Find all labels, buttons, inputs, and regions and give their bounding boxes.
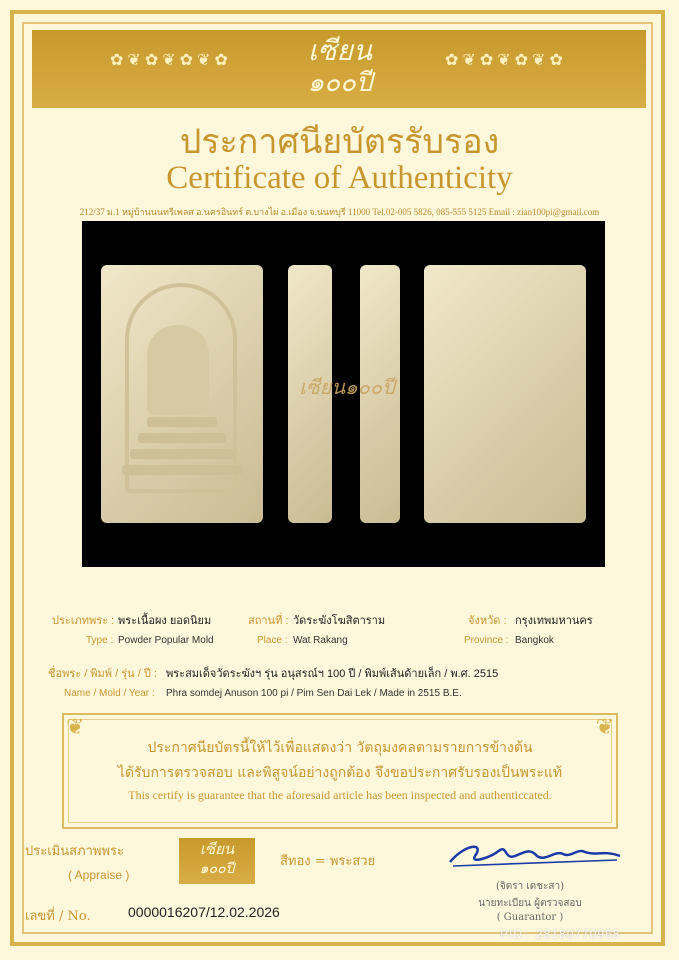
province-value-thai: กรุงเทพมหานคร [515, 615, 593, 627]
grade-text: สีทอง = พระสวย [280, 854, 376, 869]
contact-address: 212/37 ม.1 หมู่บ้านนนทรีเพลส อ.นครอินทร์ ต.บางไผ่ อ.เมือง จ.นนทบุรี 11000 Tel.02-005 5826, 085-555 5125 Email : zian100pi@gmail.com [79, 207, 600, 217]
logo-line1: เซียน [307, 34, 373, 67]
statement-line3: This certify is guarantee that the aforesaid article has been inspected and authenticcated. [128, 788, 552, 802]
statement-line1: ประกาศนียบัตรนี้ให้ไว้เพื่อแสดงว่า วัตถุมงคลตามรายการข้างต้น [147, 740, 533, 756]
corner-ornament-icon: ❦ [66, 715, 85, 740]
province-value-english: Bangkok [515, 635, 554, 646]
brand-logo [260, 34, 420, 104]
vine-ornament-right: ✿❦✿❦✿❦✿ [445, 50, 567, 69]
type-label-thai: ประเภทพระ : [52, 615, 115, 627]
logo-line2: ๑๐๐ปี [307, 68, 373, 98]
name-label-thai: ชื่อพระ / พิมพ์ / รุ่น / ปี : [48, 668, 157, 680]
province-label-thai: จังหวัด : [468, 615, 507, 627]
corner-ornament-icon: ❦ [595, 715, 614, 740]
place-label-english: Place : [257, 635, 288, 646]
photo-watermark: เซียน๑๐๐ปี [299, 375, 395, 399]
place-label-thai: สถานที่ : [248, 615, 289, 627]
pid-overlay: PID：28180770968 [500, 927, 621, 941]
base-step [130, 449, 234, 459]
appraise-label-english: ( Appraise ) [68, 868, 130, 882]
base-step [147, 417, 217, 427]
amulet-back-view [424, 265, 586, 523]
base-step [138, 433, 226, 443]
amulet-photo [82, 221, 605, 567]
certificate-number-value: 0000016207/12.02.2026 [128, 904, 280, 920]
type-value-english: Powder Popular Mold [118, 635, 214, 646]
grade-badge [179, 838, 255, 884]
authenticity-statement-box [62, 713, 618, 829]
certificate-number-label: เลขที่ / No. [25, 909, 91, 924]
badge-line1: เซียน [199, 840, 235, 858]
appraise-label-thai: ประเมินสภาพพระ [25, 844, 125, 859]
guarantor-role: นายทะเบียน ผู้ตรวจสอบ [478, 898, 582, 909]
certificate-title-thai: ประกาศนียบัตรรับรอง [179, 122, 500, 162]
guarantor-name: (จิตรา เดชะสา) [495, 881, 565, 892]
type-label-english: Type : [86, 635, 114, 646]
name-value-thai: พระสมเด็จวัดระฆังฯ รุ่น อนุสรณ์ฯ 100 ปี / พิมพ์เส้นด้ายเล็ก / พ.ศ. 2515 [166, 668, 499, 680]
type-value-thai: พระเนื้อผง ยอดนิยม [118, 615, 212, 627]
guarantor-signature [445, 834, 625, 874]
certificate-title-english: Certificate of Authenticity [166, 160, 513, 196]
amulet-front-view [101, 265, 263, 523]
base-step [122, 465, 242, 475]
buddha-figure [147, 325, 209, 415]
name-value-english: Phra somdej Anuson 100 pi / Pim Sen Dai Lek / Made in 2515 B.E. [166, 688, 462, 699]
place-value-thai: วัดระฆังโฆสิตาราม [293, 615, 386, 627]
badge-line2: ๑๐๐ปี [199, 861, 235, 877]
province-label-english: Province : [464, 635, 509, 646]
statement-line2: ได้รับการตรวจสอบ และพิสูจน์อย่างถูกต้อง จึงขอประกาศรับรองเป็นพระแท้ [117, 765, 563, 781]
name-label-english: Name / Mold / Year : [64, 688, 155, 699]
vine-ornament-left: ✿❦✿❦✿❦✿ [110, 50, 232, 69]
place-value-english: Wat Rakang [293, 635, 348, 646]
guarantor-label-english: ( Guarantor ) [496, 912, 564, 923]
